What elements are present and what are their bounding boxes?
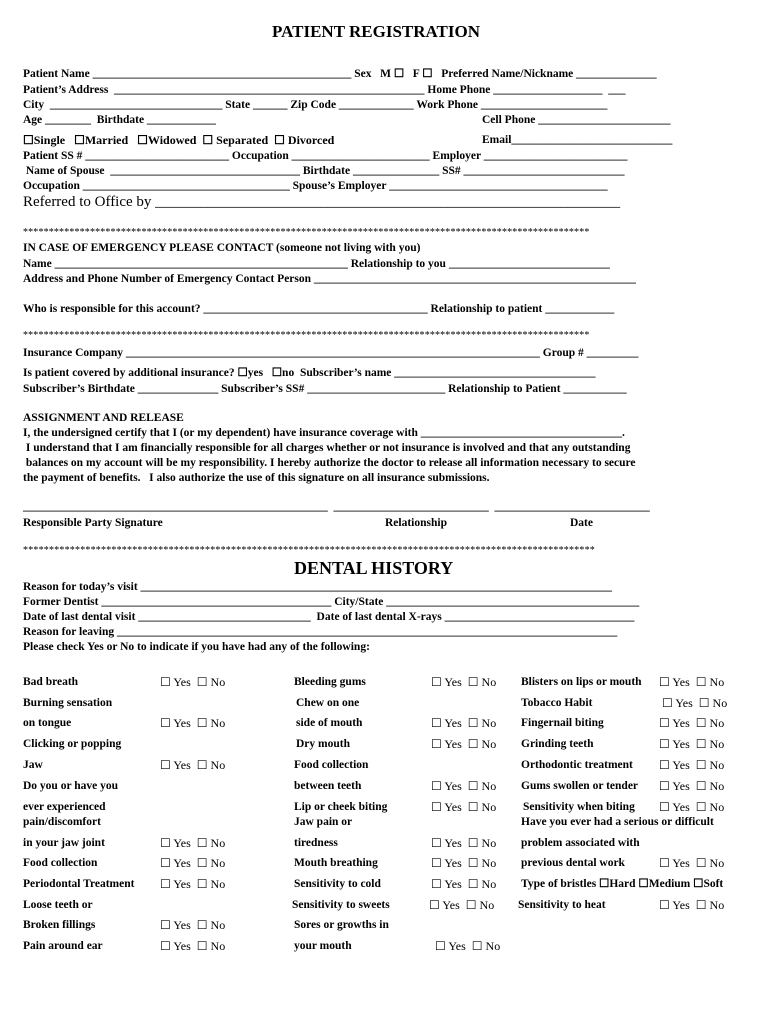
condition-label: Food collection [294,759,369,771]
referred-line[interactable]: Referred to Office by ______________________________________________________________ [23,194,621,210]
divider: ************************************************************************************************************** [23,330,590,341]
yes-no-checkbox[interactable]: ☐ Yes ☐ No [431,716,497,730]
occupation-line[interactable]: Occupation ____________________________________ Spouse’s Employer ______________________________________ [23,180,608,192]
yes-no-checkbox[interactable]: ☐ Yes ☐ No [160,758,226,772]
yes-no-checkbox[interactable]: ☐ Yes ☐ No [659,800,725,814]
condition-label: Periodontal Treatment [23,878,135,890]
cell-phone-line[interactable]: Cell Phone _______________________ [482,114,671,126]
condition-label: previous dental work [521,857,625,869]
reason-visit-line[interactable]: Reason for today’s visit __________________________________________________________________________________ [23,581,613,593]
condition-label: Pain around ear [23,940,103,952]
former-dentist-line[interactable]: Former Dentist ________________________________________ City/State ____________________________________________ [23,596,640,608]
yes-no-checkbox[interactable]: ☐ Yes ☐ No [160,856,226,870]
patient-ss-line[interactable]: Patient SS # _________________________ Occupation ________________________ Employer _________________________ [23,150,628,162]
yes-no-checkbox[interactable]: ☐ Yes ☐ No [160,918,226,932]
condition-label: Have you ever had a serious or difficult [521,816,714,828]
yes-no-checkbox[interactable]: ☐ Yes ☐ No [659,716,725,730]
yes-no-checkbox[interactable]: ☐ Yes ☐ No [431,800,497,814]
email-line[interactable]: Email____________________________ [482,134,673,146]
condition-label: Sensitivity to heat [518,899,606,911]
subscriber-line[interactable]: Subscriber’s Birthdate ______________ Subscriber’s SS# ________________________ Relationship to Patient ___________ [23,383,627,395]
spouse-name-line[interactable]: Name of Spouse _________________________________ Birthdate _______________ SS# ____________________________ [23,165,625,177]
condition-label: Sores or growths in [294,919,389,931]
condition-label: pain/discomfort [23,816,101,828]
signature-label: Responsible Party Signature [23,517,163,529]
yes-no-checkbox[interactable]: ☐ Yes ☐ No [160,675,226,689]
condition-label: Jaw [23,759,43,771]
section-title: DENTAL HISTORY [294,558,454,578]
relationship-label: Relationship [385,517,447,529]
page-title: PATIENT REGISTRATION [272,22,480,41]
condition-label: your mouth [294,940,352,952]
yes-no-checkbox[interactable]: ☐ Yes ☐ No [431,675,497,689]
yes-no-checkbox[interactable]: ☐ Yes ☐ No [160,877,226,891]
condition-label: Chew on one [296,697,360,709]
condition-label: Blisters on lips or mouth [521,676,642,688]
condition-label: Orthodontic treatment [521,759,633,771]
emergency-address-line[interactable]: Address and Phone Number of Emergency Contact Person ________________________________________________________ [23,273,636,285]
condition-label: Sensitivity to cold [294,878,381,890]
condition-label: Mouth breathing [294,857,378,869]
condition-label: Clicking or popping [23,738,122,750]
condition-label: ever experienced [23,801,106,813]
instructions: Please check Yes or No to indicate if you have had any of the following: [23,641,370,653]
divider: ************************************************************************************************************** [23,227,590,238]
city-line[interactable]: City ______________________________ State ______ Zip Code _____________ Work Phone ______________________ [23,99,608,111]
yes-no-checkbox[interactable]: ☐ Yes ☐ No [429,898,495,912]
condition-label: Dry mouth [296,738,350,750]
condition-label: Fingernail biting [521,717,604,729]
yes-no-checkbox[interactable]: ☐ Yes ☐ No [160,939,226,953]
condition-label: Tobacco Habit [521,697,593,709]
yes-no-checkbox[interactable]: ☐ Yes ☐ No [659,737,725,751]
age-line[interactable]: Age ________ Birthdate ____________ [23,114,216,126]
condition-label: in your jaw joint [23,837,105,849]
condition-label: Grinding teeth [521,738,594,750]
condition-label: Sensitivity to sweets [292,899,390,911]
yes-no-checkbox[interactable]: ☐ Yes ☐ No [435,939,501,953]
assignment-heading: ASSIGNMENT AND RELEASE [23,412,184,424]
assignment-text: balances on my account will be my responsibility. I hereby authorize the doctor to release all information necessary to secure [23,457,636,469]
yes-no-checkbox[interactable]: ☐ Yes ☐ No [659,898,725,912]
insurance-company-line[interactable]: Insurance Company ________________________________________________________________________ Group # _________ [23,347,639,359]
condition-label: between teeth [294,780,362,792]
condition-label: Lip or cheek biting [294,801,388,813]
condition-label: on tongue [23,717,72,729]
assignment-text: I understand that I am financially responsible for all charges whether or not insurance is involved and that any outstanding [23,442,631,454]
yes-no-checkbox[interactable]: ☐ Yes ☐ No [659,779,725,793]
yes-no-checkbox[interactable]: ☐ Yes ☐ No [160,836,226,850]
patient-name-line[interactable]: Patient Name _____________________________________________ Sex M ☐ F ☐ Preferred Name/Nickname ______________ [23,68,657,80]
signature-line[interactable]: _____________________________________________________ ___________________________ ___________________________ [23,501,650,513]
yes-no-checkbox[interactable]: ☐ Yes ☐ No [160,716,226,730]
condition-label: Sensitivity when biting [523,801,635,813]
emergency-name-line[interactable]: Name ___________________________________________________ Relationship to you ____________________________ [23,258,610,270]
condition-label: problem associated with [521,837,640,849]
yes-no-checkbox[interactable]: ☐ Yes ☐ No [659,856,725,870]
yes-no-checkbox[interactable]: ☐ Yes ☐ No [659,758,725,772]
assignment-text: the payment of benefits. I also authorize the use of this signature on all insurance submissions. [23,472,490,484]
condition-label: Do you or have you [23,780,118,792]
condition-label: Broken fillings [23,919,96,931]
yes-no-checkbox[interactable]: ☐ Yes ☐ No [662,696,728,710]
yes-no-checkbox[interactable]: ☐ Yes ☐ No [431,877,497,891]
condition-label: Food collection [23,857,98,869]
assignment-text[interactable]: I, the undersigned certify that I (or my dependent) have insurance coverage with ___________________________________. [23,427,625,439]
yes-no-checkbox[interactable]: ☐ Yes ☐ No [431,856,497,870]
condition-label: Gums swollen or tender [521,780,639,792]
additional-insurance-line[interactable]: Is patient covered by additional insurance? ☐yes ☐no Subscriber’s name ___________________________________ [23,367,596,379]
last-visit-line[interactable]: Date of last dental visit ______________________________ Date of last dental X-rays _________________________________ [23,611,635,623]
condition-label: Loose teeth or [23,899,93,911]
condition-label: side of mouth [296,717,363,729]
bristle-type-checkboxes[interactable]: Type of bristles ☐Hard ☐Medium ☐Soft [521,878,724,890]
patient-address-line[interactable]: Patient’s Address ______________________________________________________ Home Phone ___________________ ___ [23,84,626,96]
condition-label: Jaw pain or [294,816,353,828]
emergency-heading: IN CASE OF EMERGENCY PLEASE CONTACT (someone not living with you) [23,242,421,254]
yes-no-checkbox[interactable]: ☐ Yes ☐ No [659,675,725,689]
divider: ************************************************************************************************************** [23,545,595,556]
condition-label: Bad breath [23,676,79,688]
reason-leaving-line[interactable]: Reason for leaving _______________________________________________________________________________________ [23,626,618,638]
yes-no-checkbox[interactable]: ☐ Yes ☐ No [431,836,497,850]
yes-no-checkbox[interactable]: ☐ Yes ☐ No [431,737,497,751]
responsible-party-line[interactable]: Who is responsible for this account? _______________________________________ Relationship to patient ____________ [23,303,615,315]
yes-no-checkbox[interactable]: ☐ Yes ☐ No [431,779,497,793]
date-label: Date [570,517,593,529]
marital-status-checkboxes[interactable]: ☐Single ☐Married ☐Widowed ☐ Separated ☐ Divorced [23,133,335,147]
condition-label: tiredness [294,837,338,849]
condition-label: Bleeding gums [294,676,366,688]
condition-label: Burning sensation [23,697,113,709]
